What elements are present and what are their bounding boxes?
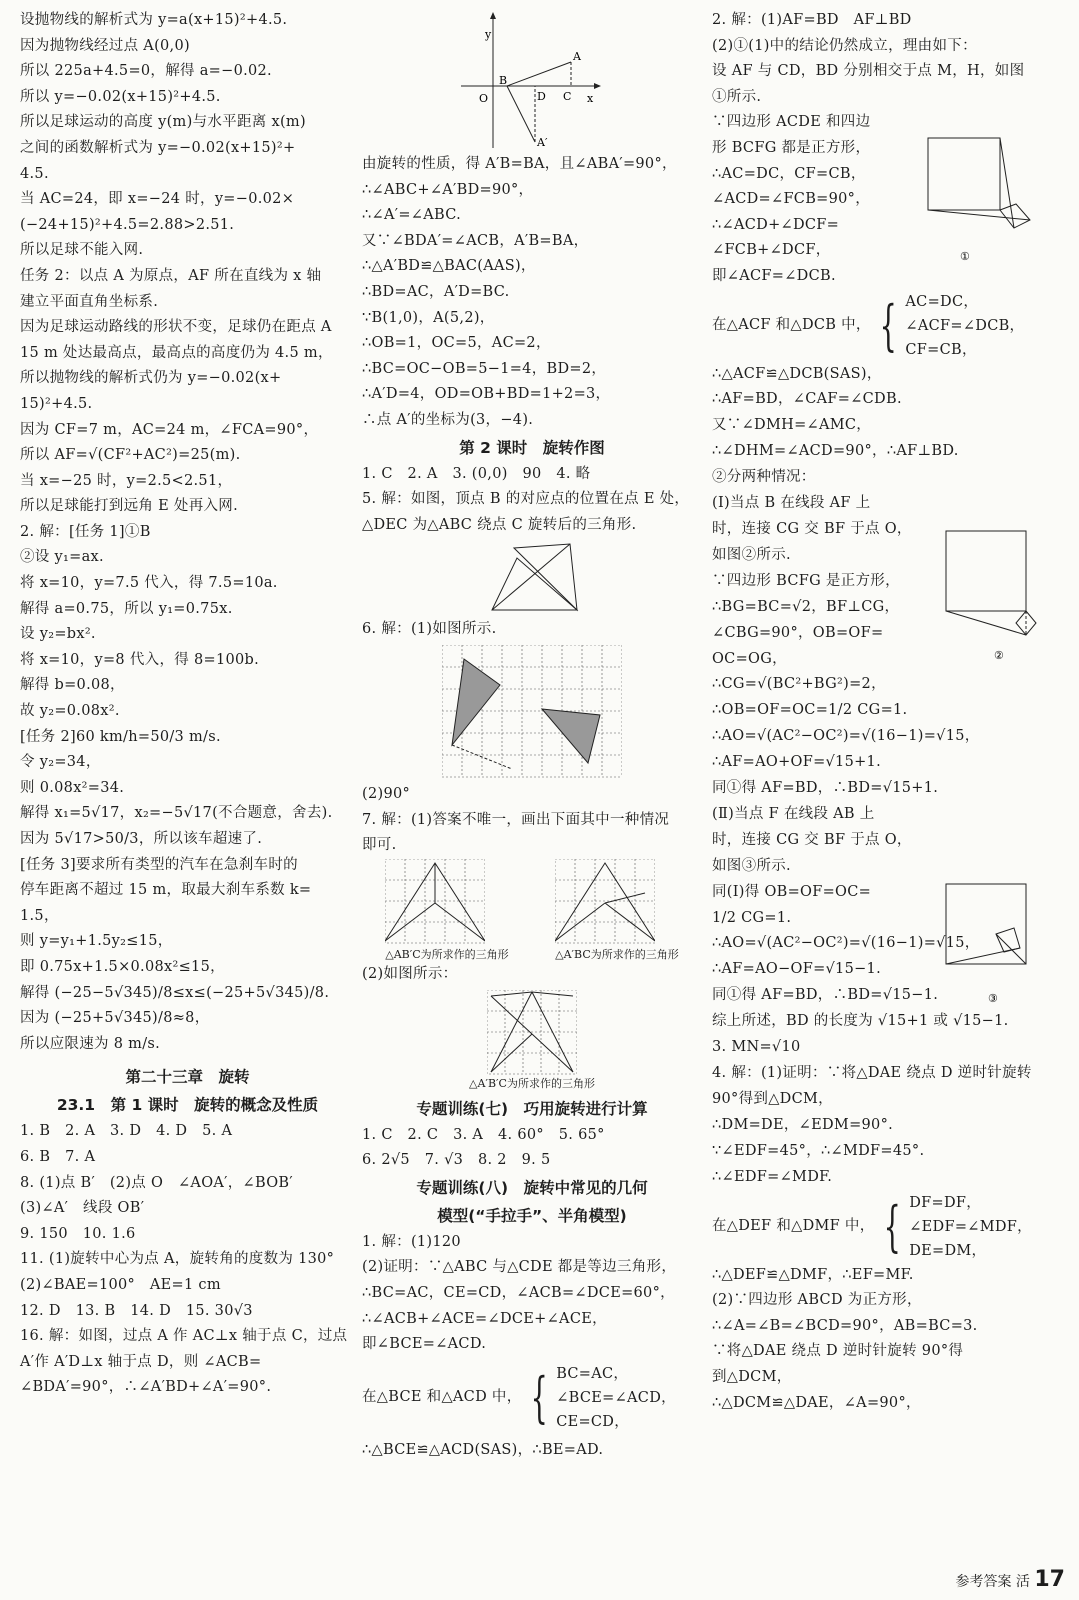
text-line: 时，连接 CG 交 BF 于点 O， <box>712 831 912 848</box>
text-line: (2)如图所示： <box>362 965 458 982</box>
text-line: 4.5. <box>20 165 49 182</box>
text-line: [任务 3]要求所有类型的汽车在急刹车时的 <box>20 856 298 873</box>
text-line: (Ⅰ)当点 B 在线段 AF 上 <box>712 495 871 512</box>
topic-8-solution <box>362 1230 702 1358</box>
text-line: 如图③所示. <box>712 857 791 874</box>
system-1-row: ∠BCE=∠ACD， <box>556 1389 676 1406</box>
text-line: ∴AO=√(AC²−OC²)=√(16−1)=√15， <box>712 728 980 745</box>
point-a-prime-label: A′ <box>537 136 548 149</box>
text-line: ∴∠ACB+∠ACE=∠DCE+∠ACE， <box>362 1310 607 1327</box>
square-figure-1 <box>920 128 1050 268</box>
text-line: 建立平面直角坐标系. <box>20 293 159 310</box>
text-line: 所以抛物线的解析式仍为 y=−0.02(x+ <box>20 370 282 387</box>
text-line: ∵四边形 ACDE 和四边 <box>712 114 871 131</box>
column-3-part-1 <box>712 8 1025 290</box>
system-1-row: CE=CD， <box>556 1413 630 1430</box>
footer-label: 参考答案 <box>955 1574 1012 1590</box>
grid-figure-7a <box>385 859 485 944</box>
text-line: 即∠BCE=∠ACD. <box>362 1336 487 1353</box>
system-bce-acd <box>362 1362 702 1434</box>
text-line: A′作 A′D⊥x 轴于点 D，则 ∠ACB= <box>20 1353 262 1370</box>
text-line: 即可. <box>362 837 397 854</box>
text-line: 解得 (−25−5√345)/8≤x≤(−25+5√345)/8. <box>20 984 330 1001</box>
text-line: 即 0.75x+1.5×0.08x²≤15， <box>20 958 225 975</box>
text-line: 1. C 2. A 3. (0,0) 90 4. 略 <box>362 465 591 482</box>
text-line: 当 AC=24，即 x=−24 时，y=−0.02× <box>20 191 295 208</box>
text-line: 所以 y=−0.02(x+15)²+4.5. <box>20 88 221 105</box>
system-2-row: AC=DC， <box>905 293 979 310</box>
system-3-body <box>909 1191 1032 1263</box>
page-number: 17 <box>1034 1567 1065 1592</box>
topic-7-answers <box>362 1123 702 1174</box>
text-line: 2. 解：[任务 1]①B <box>20 523 151 540</box>
text-line: 6. 解：(1)如图所示. <box>362 621 497 638</box>
text-line: 6. 2√5 7. √3 8. 2 9. 5 <box>362 1152 551 1169</box>
text-line: (2)∠BAE=100° AE=1 cm <box>20 1276 221 1293</box>
text-line: ∴△A′BD≌△BAC(AAS)， <box>362 258 536 275</box>
text-line: (2)①(1)中的结论仍然成立，理由如下： <box>712 37 977 54</box>
text-line: 8. (1)点 B′ (2)点 O ∠AOA′，∠BOB′ <box>20 1174 293 1191</box>
text-line: 因为 5√17>50/3，所以该车超速了. <box>20 831 263 847</box>
origin-label: O <box>479 92 489 105</box>
text-line: ∠BDA′=90°，∴∠A′BD+∠A′=90°. <box>20 1379 272 1396</box>
figure-7a <box>385 859 508 962</box>
text-line: 1.5， <box>20 907 59 924</box>
text-line: 令 y₂=34， <box>20 754 101 771</box>
text-line: ∴CG=√(BC²+BG²)=2， <box>712 676 886 693</box>
figure-7a-caption: △AB′C为所求作的三角形 <box>385 947 509 961</box>
text-line: ∴BG=BC=√2，BF⊥CG， <box>712 598 900 615</box>
figure-3-label: ③ <box>988 992 998 1005</box>
text-line: 因为抛物线经过点 A(0,0) <box>20 37 190 54</box>
text-line: (2)∵四边形 ABCD 为正方形， <box>712 1292 922 1309</box>
text-line: △DEC 为△ABC 绕点 C 旋转后的三角形. <box>362 516 637 533</box>
text-line: 所以足球能打到远角 E 处再入网. <box>20 498 239 515</box>
text-line: ∴∠A′=∠ABC. <box>362 207 462 224</box>
text-line: 6. B 7. A <box>20 1148 96 1165</box>
lesson-2-answers <box>362 462 702 539</box>
text-line: ②分两种情况： <box>712 469 816 486</box>
topic-8-conclusion <box>362 1438 702 1464</box>
text-line: (Ⅱ)当点 F 在线段 AB 上 <box>712 805 875 822</box>
system-3-prefix: 在△DEF 和△DMF 中， <box>712 1217 875 1234</box>
text-line: 到△DCM， <box>712 1368 792 1385</box>
question-6-7-text <box>362 782 702 859</box>
text-line: ∴BC=AC，CE=CD，∠ACB=∠DCE=60°， <box>362 1285 675 1302</box>
text-line: (3)∠A′ 线段 OB′ <box>20 1200 145 1217</box>
text-line: ∴△BCE≌△ACD(SAS)，∴BE=AD. <box>362 1441 604 1458</box>
grid-figure-7b <box>555 859 655 944</box>
column-3-part-2 <box>712 362 1062 1191</box>
point-b-label: B <box>499 74 508 87</box>
system-2-row: ∠ACF=∠DCB， <box>905 317 1025 334</box>
column-3 <box>712 8 1062 1416</box>
grid-figure-7c <box>487 990 577 1075</box>
column-1 <box>20 8 355 1401</box>
text-line: 所以足球不能入网. <box>20 242 144 259</box>
text-line: 如图②所示. <box>712 546 791 563</box>
text-line: 当 x=−25 时，y=2.5<2.51， <box>20 472 233 489</box>
page-footer <box>955 1567 1065 1592</box>
section-title: 23.1 第 1 课时 旋转的概念及性质 <box>56 1096 319 1115</box>
text-line: 则 y=y₁+1.5y₂≤15， <box>20 933 173 950</box>
text-line: 设 AF 与 CD，BD 分别相交于点 M，H，如图 <box>712 63 1025 80</box>
square-figure-2 <box>934 523 1054 663</box>
system-acf-dcb <box>712 290 1062 362</box>
brace-icon: { <box>883 1194 901 1258</box>
point-a-label: A <box>573 50 581 63</box>
axis-y-label: y <box>485 28 492 41</box>
text-line: 因为 (−25+5√345)/8≈8， <box>20 1010 210 1027</box>
text-line: 任务 2：以点 A 为原点，AF 所在直线为 x 轴 <box>20 267 322 284</box>
text-line: 同①得 AF=BD，∴BD=√15+1. <box>712 780 939 797</box>
coordinate-figure <box>457 10 607 150</box>
figure-2-label: ② <box>994 649 1004 662</box>
text-line: 设 y₂=bx². <box>20 626 96 643</box>
text-line: 2. 解：(1)AF=BD AF⊥BD <box>712 12 912 28</box>
text-line: 1/2 CG=1. <box>712 909 792 926</box>
text-line: 即∠ACF=∠DCB. <box>712 267 836 284</box>
text-line: [任务 2]60 km/h=50/3 m/s. <box>20 728 221 745</box>
text-line: 综上所述，BD 的长度为 √15+1 或 √15−1. <box>712 1013 1009 1030</box>
figure-1-label: ① <box>960 250 970 263</box>
lesson-2-title: 第 2 课时 旋转作图 <box>459 438 605 457</box>
question-7-figures <box>362 859 702 962</box>
text-line: ∴OB=OF=OC=1/2 CG=1. <box>712 702 908 719</box>
text-line: ∴BC=OC−OB=5−1=4，BD=2， <box>362 360 607 377</box>
system-1-body <box>556 1362 676 1434</box>
text-line: ∴△DCM≌△DAE，∠A=90°， <box>712 1394 921 1411</box>
system-2-body <box>905 290 1024 362</box>
text-line: ∠ACD=∠FCB=90°， <box>712 191 871 208</box>
column-2-proof <box>362 152 702 434</box>
text-line: 同(Ⅰ)得 OB=OF=OC= <box>712 883 872 900</box>
text-line: 将 x=10，y=7.5 代入，得 7.5=10a. <box>20 575 278 592</box>
question-7-part-2 <box>362 962 702 988</box>
text-line: 故 y₂=0.08x². <box>20 703 120 720</box>
text-line: 11. (1)旋转中心为点 A，旋转角的度数为 130° <box>20 1251 335 1268</box>
text-line: 停车距离不超过 15 m，取最大刹车系数 k= <box>20 882 312 899</box>
text-line: OC=OG， <box>712 650 787 667</box>
text-line: 12. D 13. B 14. D 15. 30√3 <box>20 1302 253 1319</box>
text-line: 15)²+4.5. <box>20 395 93 412</box>
text-line: 15 m 处达最高点，最高点的高度仍为 4.5 m， <box>20 344 333 361</box>
column-3-part-3 <box>712 1263 1062 1417</box>
text-line: ∴∠ACD+∠DCF= <box>712 216 840 233</box>
text-line: ∴∠ABC+∠A′BD=90°， <box>362 181 534 198</box>
text-line: 所以 AF=√(CF²+AC²)=25(m). <box>20 447 241 464</box>
text-line: 16. 解：如图，过点 A 作 AC⊥x 轴于点 C，过点 <box>20 1328 348 1345</box>
text-line: 9. 150 10. 1.6 <box>20 1225 136 1242</box>
grid-rotation-figure <box>442 645 622 780</box>
text-line: 又∵∠BDA′=∠ACB，A′B=BA， <box>362 232 589 249</box>
text-line: 所以足球运动的高度 y(m)与水平距离 x(m) <box>20 114 306 131</box>
text-line: ∵将△DAE 绕点 D 逆时针旋转 90°得 <box>712 1343 964 1360</box>
brace-icon: { <box>879 293 897 357</box>
text-line: 4. 解：(1)证明：∵将△DAE 绕点 D 逆时针旋转 <box>712 1065 1032 1081</box>
question-6-text <box>362 617 702 643</box>
text-line: ∵∠EDF=45°，∴∠MDF=45°. <box>712 1142 925 1159</box>
system-1-row: BC=AC， <box>556 1365 629 1382</box>
text-line: 由旋转的性质，得 A′B=BA，且∠ABA′=90°， <box>362 156 677 172</box>
text-line: 90°得到△DCM， <box>712 1090 833 1107</box>
text-line: ∴AF=AO−OF=√15−1. <box>712 961 881 978</box>
text-line: 解得 x₁=5√17，x₂=−5√17(不合题意，舍去). <box>20 805 333 822</box>
text-line: ∴DM=DE，∠EDM=90°. <box>712 1116 894 1133</box>
text-line: 设抛物线的解析式为 y=a(x+15)²+4.5. <box>20 12 288 28</box>
text-line: ①所示. <box>712 88 762 105</box>
system-3-row: DE=DM， <box>909 1242 987 1259</box>
text-line: 7. 解：(1)答案不唯一，画出下面其中一种情况 <box>362 811 670 828</box>
text-line: ∴∠DHM=∠ACD=90°，∴AF⊥BD. <box>712 443 959 460</box>
text-line: 1. B 2. A 3. D 4. D 5. A <box>20 1123 233 1140</box>
text-line: 形 BCFG 都是正方形， <box>712 139 871 156</box>
point-d-label: D <box>537 90 546 103</box>
text-line: 所以应限速为 8 m/s. <box>20 1035 161 1052</box>
text-line: 1. C 2. C 3. A 4. 60° 5. 65° <box>362 1126 605 1143</box>
text-line: ∴△DEF≌△DMF，∴EF=MF. <box>712 1266 914 1283</box>
topic-8-title: 专题训练(八) 旋转中常见的几何 <box>416 1178 648 1197</box>
text-line: 将 x=10，y=8 代入，得 8=100b. <box>20 651 260 668</box>
text-line: (2)证明：∵△ABC 与△CDE 都是等边三角形， <box>362 1259 677 1276</box>
figure-7b-caption: △A′BC为所求作的三角形 <box>555 947 679 961</box>
system-2-row: CF=CB， <box>905 341 977 358</box>
text-line: 5. 解：如图，顶点 B 的对应点的位置在点 E 处， <box>362 491 690 508</box>
rotation-triangle-figure <box>482 540 582 615</box>
text-line: ∴AO=√(AC²−OC²)=√(16−1)=√15， <box>712 935 980 952</box>
axis-x-label: x <box>587 92 594 105</box>
text-line: ②设 y₁=ax. <box>20 549 104 566</box>
text-line: 又∵∠DMH=∠AMC， <box>712 417 872 434</box>
brace-icon: { <box>530 1365 548 1429</box>
chapter-title: 第二十三章 旋转 <box>125 1068 250 1087</box>
text-line: 解得 a=0.75，所以 y₁=0.75x. <box>20 600 233 617</box>
text-line: 所以 225a+4.5=0，解得 a=−0.02. <box>20 63 272 80</box>
system-def-dmf <box>712 1191 1062 1263</box>
text-line: ∴△ACF≌△DCB(SAS)， <box>712 365 882 382</box>
figure-7c-caption: △A′B′C为所求作的三角形 <box>469 1076 595 1090</box>
text-line: (−24+15)²+4.5=2.88>2.51. <box>20 216 235 233</box>
text-line: ∴AC=DC，CF=CB， <box>712 165 866 182</box>
system-3-row: ∠EDF=∠MDF， <box>909 1218 1032 1235</box>
text-line: 则 0.08x²=34. <box>20 779 125 796</box>
system-2-prefix: 在△ACF 和△DCB 中， <box>712 316 871 333</box>
text-line: ∴点 A′的坐标为(3，−4). <box>362 411 534 428</box>
text-line: 解得 b=0.08， <box>20 677 125 694</box>
point-c-label: C <box>563 90 572 103</box>
footer-brand: 活 <box>1015 1574 1030 1590</box>
text-line: ∴OB=1，OC=5，AC=2， <box>362 335 551 352</box>
text-line: ∴AF=BD，∠CAF=∠CDB. <box>712 391 902 408</box>
figure-7b <box>555 859 679 962</box>
text-line: 3. MN=√10 <box>712 1039 801 1056</box>
text-line: ∵四边形 BCFG 是正方形， <box>712 572 900 589</box>
text-line: 因为足球运动路线的形状不变，足球仍在距点 A <box>20 319 332 336</box>
text-line: 时，连接 CG 交 BF 于点 O， <box>712 520 912 537</box>
text-line: ∴AF=AO+OF=√15+1. <box>712 754 881 771</box>
column-1-text <box>20 8 355 1057</box>
column-2 <box>362 8 702 1464</box>
topic-7-title: 专题训练(七) 巧用旋转进行计算 <box>416 1099 648 1118</box>
text-line: 之间的函数解析式为 y=−0.02(x+15)²+ <box>20 139 296 156</box>
text-line: ∴BD=AC，A′D=BC. <box>362 283 510 300</box>
text-line: 1. 解：(1)120 <box>362 1233 461 1250</box>
topic-8-subtitle: 模型(“手拉手”、半角模型) <box>437 1206 627 1225</box>
text-line: ∠FCB+∠DCF， <box>712 242 831 259</box>
system-3-row: DF=DF， <box>909 1194 982 1211</box>
text-line: 因为 CF=7 m，AC=24 m，∠FCA=90°， <box>20 421 319 438</box>
square-figure-3 <box>934 878 1054 1008</box>
text-line: ∴∠EDF=∠MDF. <box>712 1168 833 1185</box>
text-line: ∴∠A=∠B=∠BCD=90°，AB=BC=3. <box>712 1317 978 1334</box>
column-1-answers <box>20 1119 355 1401</box>
text-line: ∠CBG=90°，OB=OF= <box>712 624 884 641</box>
text-line: ∵B(1,0)，A(5,2)， <box>362 309 495 326</box>
text-line: 同①得 AF=BD，∴BD=√15−1. <box>712 987 939 1004</box>
text-line: ∴A′D=4，OD=OB+BD=1+2=3， <box>362 386 611 403</box>
text-line: (2)90° <box>362 786 411 803</box>
system-1-prefix: 在△BCE 和△ACD 中， <box>362 1388 522 1405</box>
